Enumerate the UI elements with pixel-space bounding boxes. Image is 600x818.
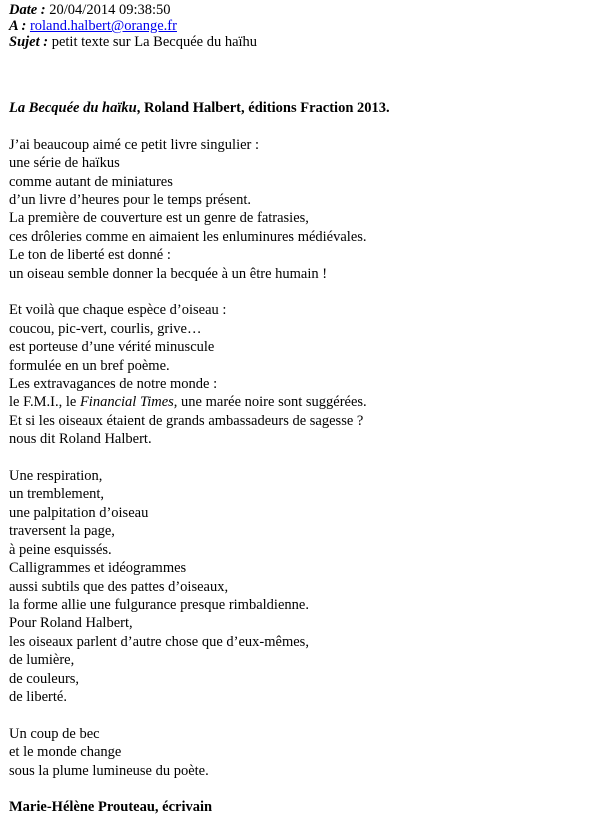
poem-line: nous dit Roland Halbert.	[9, 431, 152, 448]
title-details: , Roland Halbert, éditions Fraction 2013.	[136, 100, 390, 116]
poem-line: Calligrammes et idéogrammes	[9, 560, 187, 577]
email-header	[9, 2, 257, 50]
poem-line: traversent la page,	[9, 523, 115, 540]
poem-line: La première de couverture est un genre de fatrasies,	[9, 210, 309, 227]
poem-line: de liberté.	[9, 688, 67, 705]
poem-line: les oiseaux parlent d’autre chose que d’eux-mêmes,	[9, 633, 309, 650]
poem-line: la forme allie une fulgurance presque rimbaldienne.	[9, 596, 309, 613]
subject-row	[9, 34, 257, 50]
stanza-4	[9, 725, 390, 780]
poem-line: ces drôleries comme en aimaient les enluminures médiévales.	[9, 228, 367, 245]
poem-line: à peine esquissés.	[9, 541, 112, 558]
stanza-3	[9, 467, 390, 706]
poem-line: et le monde change	[9, 744, 122, 761]
poem-line: une série de haïkus	[9, 155, 120, 172]
poem-line: Et si les oiseaux étaient de grands ambassadeurs de sagesse ?	[9, 412, 364, 429]
poem-line-fmi	[9, 393, 390, 411]
poem-line: d’un livre d’heures pour le temps présent.	[9, 192, 251, 209]
poem-line: Une respiration,	[9, 468, 103, 485]
stanza-1	[9, 136, 390, 283]
poem-line: Les extravagances de notre monde :	[9, 376, 218, 393]
review-title	[9, 99, 390, 117]
poem-line: un tremblement,	[9, 486, 105, 503]
recipient-label: A :	[9, 18, 27, 34]
poem-line: sous la plume lumineuse du poète.	[9, 762, 209, 779]
poem-line: de lumière,	[9, 652, 75, 669]
date-label: Date :	[9, 2, 46, 18]
fmi-prefix: le F.M.I., le	[9, 394, 80, 411]
date-value: 20/04/2014 09:38:50	[49, 2, 171, 18]
poem-line: Un coup de bec	[9, 725, 100, 742]
email-body	[9, 99, 390, 817]
stanza-2	[9, 301, 390, 448]
book-title: La Becquée du haïku	[9, 100, 137, 116]
poem-line: comme autant de miniatures	[9, 173, 173, 190]
author-signature: Marie-Hélène Prouteau, écrivain	[9, 799, 213, 816]
fmi-suffix: , une marée noire sont suggérées.	[173, 394, 367, 411]
recipient-email-link[interactable]: roland.halbert@orange.fr	[29, 18, 177, 34]
date-row	[9, 2, 257, 18]
poem-line: Pour Roland Halbert,	[9, 615, 133, 632]
poem-line: aussi subtils que des pattes d’oiseaux,	[9, 578, 229, 595]
subject-label: Sujet :	[9, 34, 49, 50]
poem-line: est porteuse d’une vérité minuscule	[9, 339, 215, 356]
poem-line: une palpitation d’oiseau	[9, 504, 149, 521]
recipient-row	[9, 18, 257, 34]
poem-line: formulée en un bref poème.	[9, 357, 170, 374]
poem-line: Le ton de liberté est donné :	[9, 247, 171, 264]
poem-line: de couleurs,	[9, 670, 80, 687]
poem-line: un oiseau semble donner la becquée à un être humain !	[9, 265, 328, 282]
poem-line: coucou, pic-vert, courlis, grive…	[9, 320, 202, 337]
financial-times-italic: Financial Times	[79, 394, 174, 411]
subject-value: petit texte sur La Becquée du haïhu	[51, 34, 258, 50]
poem-line: J’ai beaucoup aimé ce petit livre singulier :	[9, 136, 260, 153]
poem-line: Et voilà que chaque espèce d’oiseau :	[9, 302, 227, 319]
